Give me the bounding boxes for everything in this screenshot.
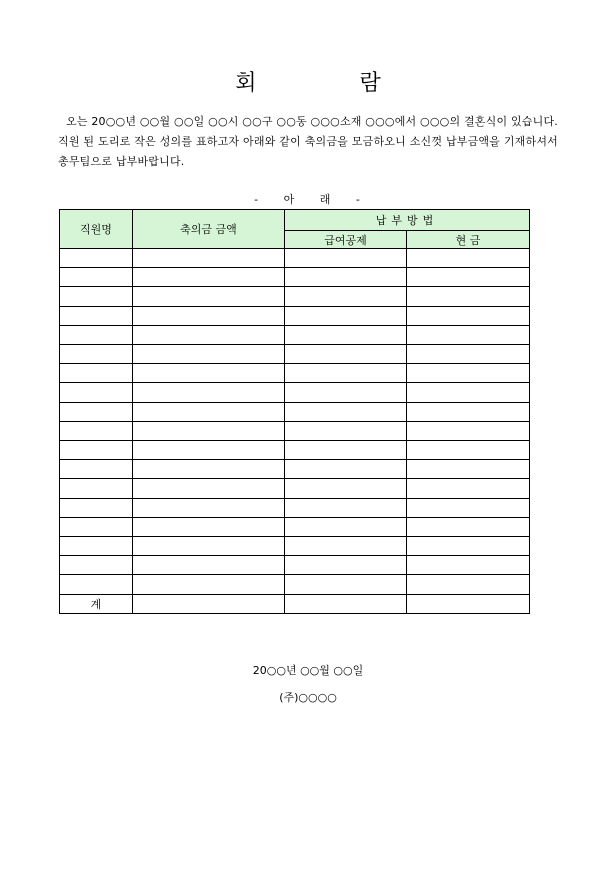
employee-name-cell[interactable] (60, 268, 133, 287)
contribution-table (59, 209, 530, 614)
payroll-deduction-cell[interactable] (285, 421, 407, 440)
total-row (60, 594, 530, 613)
payroll-deduction-cell[interactable] (285, 249, 407, 268)
gift-amount-cell[interactable] (133, 537, 285, 556)
cash-cell[interactable] (407, 306, 530, 325)
table-row (60, 556, 530, 575)
employee-name-cell[interactable] (60, 345, 133, 364)
cash-cell[interactable] (407, 325, 530, 344)
gift-amount-cell[interactable] (133, 498, 285, 517)
section-label: - 아 래 - (254, 193, 362, 206)
gift-amount-cell[interactable] (133, 345, 285, 364)
table-body (60, 249, 530, 614)
gift-amount-cell[interactable] (133, 383, 285, 402)
cash-cell[interactable] (407, 517, 530, 536)
gift-amount-cell[interactable] (133, 441, 285, 460)
table-row (60, 575, 530, 594)
employee-name-cell[interactable] (60, 537, 133, 556)
total-label: 계 (60, 594, 133, 613)
employee-name-cell[interactable] (60, 498, 133, 517)
total-amount-cell[interactable] (133, 594, 285, 613)
payroll-deduction-cell[interactable] (285, 383, 407, 402)
cash-cell[interactable] (407, 287, 530, 306)
gift-amount-cell[interactable] (133, 421, 285, 440)
cash-cell[interactable] (407, 402, 530, 421)
payroll-deduction-cell[interactable] (285, 498, 407, 517)
payroll-deduction-cell[interactable] (285, 268, 407, 287)
gift-amount-cell[interactable] (133, 325, 285, 344)
document-date: 20○○년 ○○월 ○○일 (252, 664, 364, 677)
payroll-deduction-cell[interactable] (285, 306, 407, 325)
employee-name-cell[interactable] (60, 306, 133, 325)
table-row (60, 479, 530, 498)
gift-amount-cell[interactable] (133, 364, 285, 383)
cash-cell[interactable] (407, 556, 530, 575)
table-row (60, 498, 530, 517)
cash-cell[interactable] (407, 479, 530, 498)
table-row (60, 249, 530, 268)
table-row (60, 306, 530, 325)
payroll-deduction-cell[interactable] (285, 556, 407, 575)
cash-cell[interactable] (407, 383, 530, 402)
employee-name-cell[interactable] (60, 441, 133, 460)
employee-name-cell[interactable] (60, 249, 133, 268)
table-row (60, 517, 530, 536)
cash-cell[interactable] (407, 421, 530, 440)
intro-paragraph (58, 112, 558, 172)
gift-amount-cell[interactable] (133, 306, 285, 325)
gift-amount-cell[interactable] (133, 287, 285, 306)
employee-name-cell[interactable] (60, 364, 133, 383)
table-row (60, 268, 530, 287)
gift-amount-cell[interactable] (133, 402, 285, 421)
table-row (60, 441, 530, 460)
table-row (60, 325, 530, 344)
employee-name-cell[interactable] (60, 460, 133, 479)
table-row (60, 364, 530, 383)
gift-amount-cell[interactable] (133, 268, 285, 287)
header-cash: 현 금 (407, 231, 530, 249)
payroll-deduction-cell[interactable] (285, 575, 407, 594)
cash-cell[interactable] (407, 364, 530, 383)
employee-name-cell[interactable] (60, 421, 133, 440)
payroll-deduction-cell[interactable] (285, 460, 407, 479)
payroll-deduction-cell[interactable] (285, 345, 407, 364)
gift-amount-cell[interactable] (133, 517, 285, 536)
payroll-deduction-cell[interactable] (285, 287, 407, 306)
employee-name-cell[interactable] (60, 287, 133, 306)
gift-amount-cell[interactable] (133, 249, 285, 268)
gift-amount-cell[interactable] (133, 479, 285, 498)
gift-amount-cell[interactable] (133, 575, 285, 594)
total-cash-cell[interactable] (407, 594, 530, 613)
table-row (60, 345, 530, 364)
table-row (60, 421, 530, 440)
employee-name-cell[interactable] (60, 556, 133, 575)
payroll-deduction-cell[interactable] (285, 517, 407, 536)
employee-name-cell[interactable] (60, 383, 133, 402)
table-row (60, 383, 530, 402)
payroll-deduction-cell[interactable] (285, 441, 407, 460)
employee-name-cell[interactable] (60, 517, 133, 536)
gift-amount-cell[interactable] (133, 460, 285, 479)
payroll-deduction-cell[interactable] (285, 364, 407, 383)
cash-cell[interactable] (407, 537, 530, 556)
company-name: (주)○○○○ (279, 691, 337, 704)
employee-name-cell[interactable] (60, 575, 133, 594)
header-employee-name: 직원명 (60, 210, 133, 249)
payroll-deduction-cell[interactable] (285, 537, 407, 556)
total-payroll-cell[interactable] (285, 594, 407, 613)
cash-cell[interactable] (407, 460, 530, 479)
table-row (60, 287, 530, 306)
cash-cell[interactable] (407, 575, 530, 594)
intro-text: 오는 20○○년 ○○월 ○○일 ○○시 ○○구 ○○동 ○○○소재 ○○○에서 ○○○의 결혼식이 있습니다. 직원 된 도리로 작은 성의를 표하고자 아래와 같이 축의금을 모금하오니 소신껏 납부금액을 기재하셔서 총무팀으로 납부바랍니다. (58, 115, 558, 168)
table-row (60, 537, 530, 556)
cash-cell[interactable] (407, 441, 530, 460)
cash-cell[interactable] (407, 345, 530, 364)
employee-name-cell[interactable] (60, 402, 133, 421)
header-payment-method: 납부방법 (285, 210, 530, 231)
document-title: 회 람 (235, 71, 429, 96)
cash-cell[interactable] (407, 268, 530, 287)
header-gift-amount: 축의금 금액 (133, 210, 285, 249)
employee-name-cell[interactable] (60, 479, 133, 498)
payroll-deduction-cell[interactable] (285, 402, 407, 421)
table-row (60, 402, 530, 421)
header-payroll-deduction: 급여공제 (285, 231, 407, 249)
payroll-deduction-cell[interactable] (285, 479, 407, 498)
employee-name-cell[interactable] (60, 325, 133, 344)
gift-amount-cell[interactable] (133, 556, 285, 575)
payroll-deduction-cell[interactable] (285, 325, 407, 344)
cash-cell[interactable] (407, 249, 530, 268)
cash-cell[interactable] (407, 498, 530, 517)
table-row (60, 460, 530, 479)
